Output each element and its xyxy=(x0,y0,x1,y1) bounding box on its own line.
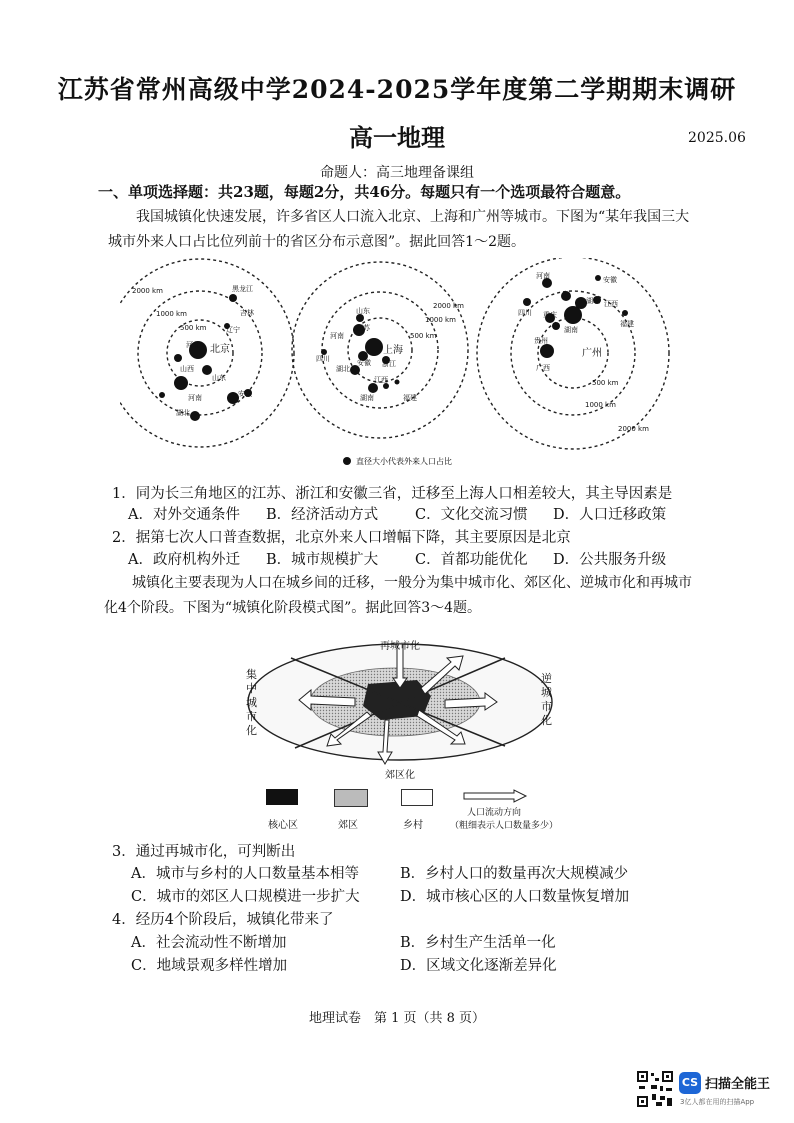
q4-option-d[interactable]: D．区域文化逐渐差异化 xyxy=(400,958,557,974)
legend-rural-label: 乡村 xyxy=(403,820,423,831)
q1-option-a[interactable]: A．对外交通条件 xyxy=(128,507,240,523)
stage-left-label: 集中城市化 xyxy=(246,668,257,737)
subject-title: 高一地理 xyxy=(349,123,445,152)
province-label-g5: 重庆 xyxy=(543,311,557,319)
province-label-g9: 广西 xyxy=(536,364,550,372)
legend-suburb-swatch xyxy=(334,789,368,807)
exam-date: 2025.06 xyxy=(688,130,746,146)
province-label-g0: 河南 xyxy=(536,272,550,280)
q2-option-a[interactable]: A．政府机构外迁 xyxy=(128,552,240,568)
ring-label-2000: 2000 km xyxy=(132,287,163,295)
intro-paragraph-2: 城镇化主要表现为人口在城乡间的迁移，一般分为集中城市化、郊区化、逆城市化和再城市化4个阶段。下图为“城镇化阶段模式图”。据此回答3～4题。 xyxy=(104,575,692,616)
q3-option-a[interactable]: A．城市与乡村的人口数量基本相等 xyxy=(131,866,359,882)
stage-top-label: 再城市化 xyxy=(380,641,420,652)
province-label-g1: 安徽 xyxy=(603,276,617,284)
legend-rural-swatch xyxy=(401,789,433,806)
city-label-guangzhou: 广州 xyxy=(582,348,602,359)
stage-right-label: 逆城市化 xyxy=(541,672,552,727)
q3-option-d[interactable]: D．城市核心区的人口数量恢复增加 xyxy=(400,889,630,905)
legend-core-swatch xyxy=(266,789,298,805)
scanner-app-name: 扫描全能王 xyxy=(705,1077,771,1092)
q2-option-b[interactable]: B．城市规模扩大 xyxy=(266,552,379,568)
city-label-shanghai: 上海 xyxy=(383,345,403,356)
stage-bottom-label: 郊区化 xyxy=(385,770,415,781)
q4-stem: 4．经历4个阶段后，城镇化带来了 xyxy=(112,912,334,928)
province-label-b0: 黑龙江 xyxy=(232,285,253,293)
ring-label-gz-1000: 1000 km xyxy=(585,401,616,409)
province-label-g2: 湖北 xyxy=(586,297,600,305)
province-label-b7: 安徽 xyxy=(238,390,252,398)
scanner-logo-icon: CS xyxy=(679,1072,701,1094)
province-label-s6: 湖北 xyxy=(336,365,350,373)
province-label-b5: 山东 xyxy=(212,374,226,382)
ring-label-1000: 1000 km xyxy=(156,310,187,318)
q2-option-c[interactable]: C．首都功能优化 xyxy=(415,552,528,568)
province-label-s2: 河南 xyxy=(330,332,344,340)
legend-flow-label: 人口流动方向 xyxy=(467,808,522,818)
province-label-s1: 江苏 xyxy=(356,324,370,332)
exam-title: 江苏省常州高级中学2024-2025学年度第二学期期末调研 xyxy=(57,75,737,104)
figure-migration-circles xyxy=(120,258,680,468)
q4-option-a[interactable]: A．社会流动性不断增加 xyxy=(131,935,287,951)
province-label-s0: 山东 xyxy=(356,307,370,315)
ring-label-gz-2000: 2000 km xyxy=(618,425,649,433)
q4-option-c[interactable]: C．地域景观多样性增加 xyxy=(131,958,288,974)
province-label-g3: 江西 xyxy=(604,300,618,308)
ring-label-gz-500: 500 km xyxy=(592,379,619,387)
province-label-g8: 贵州 xyxy=(534,337,548,345)
q1-option-b[interactable]: B．经济活动方式 xyxy=(266,507,379,523)
province-label-b3: 河北 xyxy=(186,341,200,349)
province-label-s7: 江西 xyxy=(374,376,388,384)
city-label-beijing: 北京 xyxy=(210,344,230,355)
legend-core-label: 核心区 xyxy=(268,820,298,831)
q1-option-d[interactable]: D．人口迁移政策 xyxy=(553,507,667,523)
ring-label-sh-1000: 1000 km xyxy=(425,316,456,324)
section-heading: 一、单项选择题：共23题，每题2分，共46分。每题只有一个选项最符合题意。 xyxy=(98,183,631,201)
q3-stem: 3．通过再城市化，可判断出 xyxy=(112,844,296,860)
ring-label-sh-2000: 2000 km xyxy=(433,302,464,310)
page-footer: 地理试卷 第 1 页（共 8 页） xyxy=(308,1011,486,1026)
legend-flow-note: （粗细表示人口数量多少） xyxy=(450,821,559,831)
ring-label-sh-500: 500 km xyxy=(410,332,437,340)
province-label-g4: 四川 xyxy=(518,309,532,317)
province-label-b8: 湖北 xyxy=(176,409,190,417)
province-label-s8: 湖南 xyxy=(360,394,374,402)
legend-flow-arrow-icon xyxy=(462,789,528,803)
province-label-s4: 浙江 xyxy=(382,360,396,368)
scanner-tagline: 3亿人都在用的扫描App xyxy=(680,1098,755,1106)
legend-suburb-label: 郊区 xyxy=(338,820,358,831)
ring-label-500: 500 km xyxy=(180,324,207,332)
q4-option-b[interactable]: B．乡村生产生活单一化 xyxy=(400,935,556,951)
q3-option-c[interactable]: C．城市的郊区人口规模进一步扩大 xyxy=(131,889,360,905)
province-label-b6: 河南 xyxy=(188,394,202,402)
province-label-b4: 山西 xyxy=(180,365,194,373)
province-label-b2: 辽宁 xyxy=(226,326,240,334)
province-label-s3: 安徽 xyxy=(357,359,371,367)
q1-option-c[interactable]: C．文化交流习惯 xyxy=(415,507,528,523)
q3-option-b[interactable]: B．乡村人口的数量再次大规模减少 xyxy=(400,866,629,882)
province-label-b1: 吉林 xyxy=(240,309,254,317)
figure1-legend: 直径大小代表外来人口占比 xyxy=(356,457,452,466)
province-label-g7: 福建 xyxy=(620,320,634,328)
q1-stem: 1．同为长三角地区的江苏、浙江和安徽三省，迁移至上海人口相差较大，其主导因素是 xyxy=(112,486,673,502)
province-label-s9: 福建 xyxy=(403,394,417,402)
qr-code-icon xyxy=(636,1070,674,1108)
author-line: 命题人：高三地理备课组 xyxy=(320,165,474,181)
province-label-s5: 四川 xyxy=(316,355,330,363)
q2-stem: 2．据第七次人口普查数据，北京外来人口增幅下降，其主要原因是北京 xyxy=(112,530,571,546)
province-label-g6: 湖南 xyxy=(564,326,578,334)
intro-paragraph-1: 我国城镇化快速发展，许多省区人口流入北京、上海和广州等城市。下图为“某年我国三大城市外来人口占比位列前十的省区分布示意图”。据此回答1～2题。 xyxy=(108,209,690,250)
q2-option-d[interactable]: D．公共服务升级 xyxy=(553,552,667,568)
